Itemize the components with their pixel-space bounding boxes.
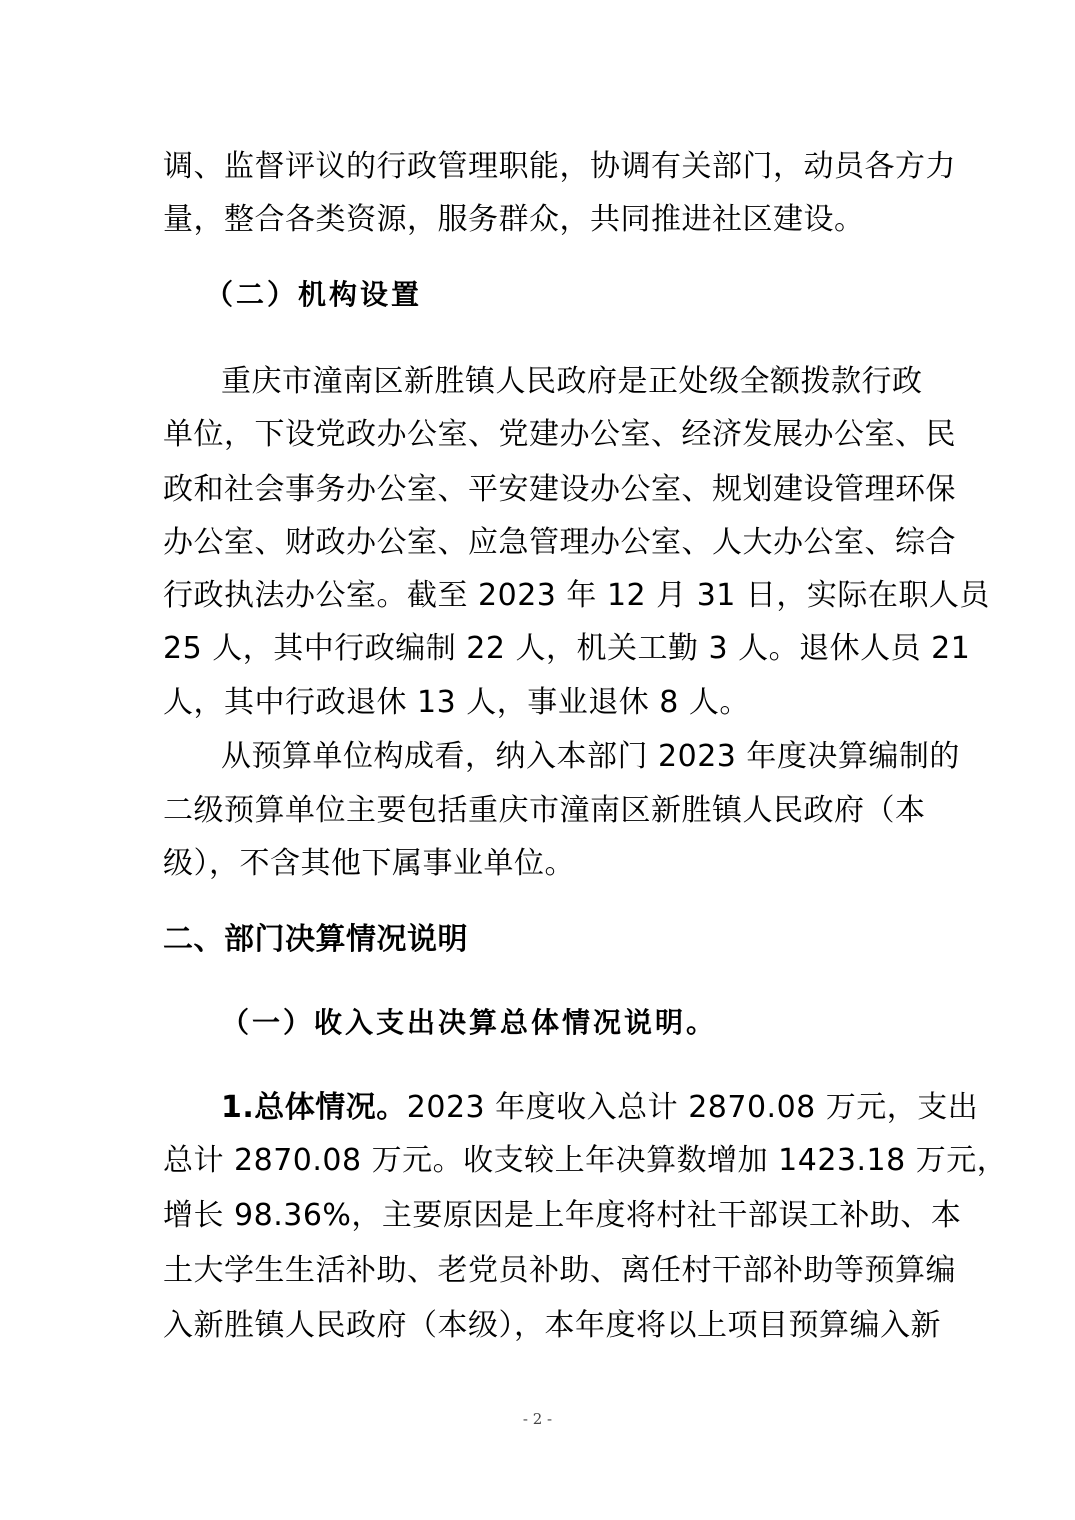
- paragraph-line: 重庆市潼南区新胜镇人民政府是正处级全额拨款行政: [221, 364, 923, 399]
- paragraph-line: 政和社会事务办公室、平安建设办公室、规划建设管理环保: [163, 472, 956, 507]
- page-number: - 2 -: [522, 1410, 553, 1428]
- paragraph-line: 办公室、财政办公室、应急管理办公室、人大办公室、综合: [163, 525, 956, 560]
- paragraph-line: 从预算单位构成看，纳入本部门 2023 年度决算编制的: [221, 739, 960, 774]
- paragraph-line: 级），不含其他下属事业单位。: [163, 846, 575, 881]
- paragraph-line: 量，整合各类资源，服务群众，共同推进社区建设。: [163, 202, 865, 237]
- paragraph-line: 调、监督评议的行政管理职能，协调有关部门，动员各方力: [163, 149, 956, 184]
- paragraph-line: 单位，下设党政办公室、党建办公室、经济发展办公室、民: [163, 417, 956, 452]
- paragraph-line: 增长 98.36%，主要原因是上年度将村社干部误工补助、本: [163, 1198, 962, 1233]
- paragraph-line: 土大学生生活补助、老党员补助、离任村干部补助等预算编: [163, 1253, 956, 1288]
- paragraph-line: 行政执法办公室。截至 2023 年 12 月 31 日，实际在职人员: [163, 578, 990, 613]
- subsection-heading-income-expense: （一）收入支出决算总体情况说明。: [221, 1006, 718, 1039]
- paragraph-line: 入新胜镇人民政府（本级），本年度将以上项目预算编入新: [163, 1308, 941, 1343]
- paragraph-line: 25 人，其中行政编制 22 人，机关工勤 3 人。退休人员 21: [163, 631, 971, 666]
- paragraph-line: 2023 年度收入总计 2870.08 万元，支出: [406, 1090, 979, 1125]
- paragraph-first-line: [221, 1088, 979, 1128]
- paragraph-line: 人，其中行政退休 13 人，事业退休 8 人。: [163, 685, 750, 720]
- paragraph-lead: 1.总体情况。: [221, 1090, 407, 1125]
- section-heading-org-setup: （二）机构设置: [205, 278, 423, 311]
- paragraph-line: 二级预算单位主要包括重庆市潼南区新胜镇人民政府（本: [163, 793, 926, 828]
- section-heading-dept-accounts: 二、部门决算情况说明: [163, 922, 468, 957]
- paragraph-line: 总计 2870.08 万元。收支较上年决算数增加 1423.18 万元，: [163, 1143, 1008, 1178]
